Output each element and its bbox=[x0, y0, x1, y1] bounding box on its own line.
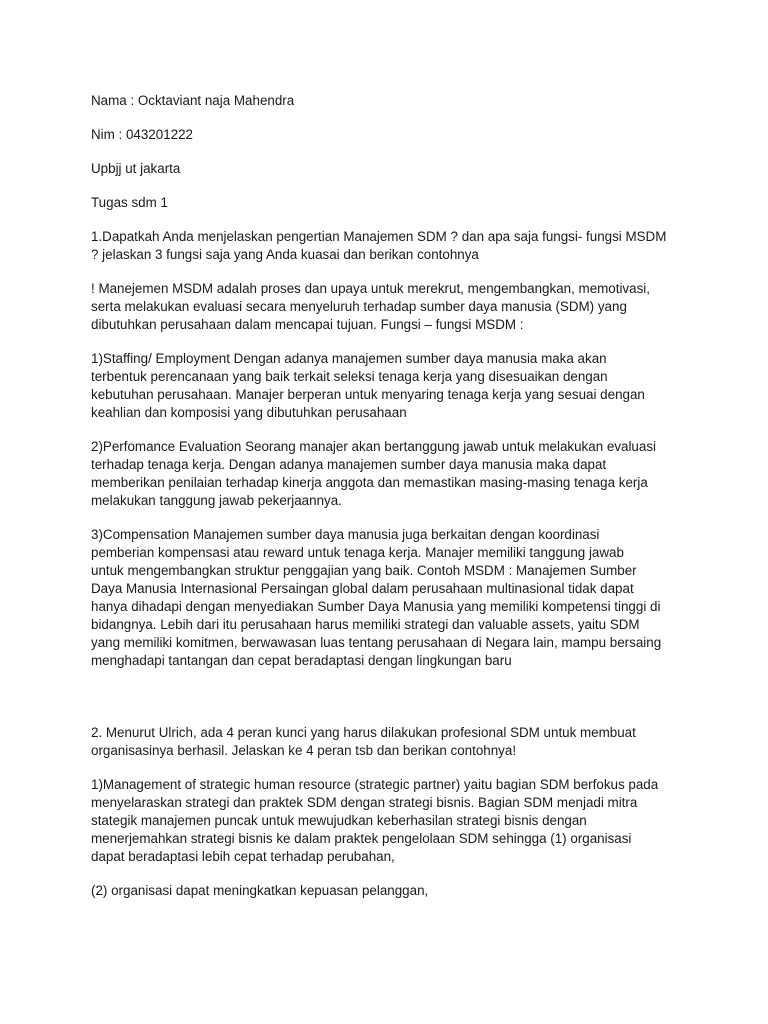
text-line: (2) organisasi dapat meningkatkan kepuasan pelanggan, bbox=[91, 883, 429, 898]
text-line: Upbjj ut jakarta bbox=[91, 161, 181, 176]
question-2 bbox=[91, 724, 708, 760]
text-line: yang memiliki komitmen, berwawasan luas tentang perusahaan di Negara lain, mampu bersaing bbox=[91, 635, 662, 650]
text-line: terhadap tenaga kerja. Dengan adanya manajemen sumber daya manusia maka dapat bbox=[91, 457, 607, 472]
text-line: keahlian dan komposisi yang dibutuhkan perusahaan bbox=[91, 405, 407, 420]
answer-2-point-1-continued bbox=[91, 882, 708, 900]
text-line: dapat beradaptasi lebih cepat terhadap perubahan, bbox=[91, 849, 395, 864]
text-line: 2. Menurut Ulrich, ada 4 peran kunci yang harus dilakukan profesional SDM untuk membuat bbox=[91, 725, 636, 740]
text-line: 2)Perfomance Evaluation Seorang manajer akan bertanggung jawab untuk melakukan evaluasi bbox=[91, 439, 656, 454]
text-line: menghadapi tantangan dan cepat beradaptasi dengan lingkungan baru bbox=[91, 653, 512, 668]
text-line: Daya Manusia Internasional Persaingan global dalam perusahaan multinasional tidak dapat bbox=[91, 581, 634, 596]
text-line: organisasinya berhasil. Jelaskan ke 4 peran tsb dan berikan contohnya! bbox=[91, 743, 517, 758]
section-spacer bbox=[91, 686, 708, 724]
text-line: ? jelaskan 3 fungsi saja yang Anda kuasai dan berikan contohnya bbox=[91, 247, 479, 262]
text-line: Nama : Ocktaviant naja Mahendra bbox=[91, 93, 295, 108]
text-line: menyelaraskan strategi dan praktek SDM dengan strategi bisnis. Bagian SDM menjadi mitra bbox=[91, 795, 638, 810]
assignment-title bbox=[91, 194, 708, 212]
student-name bbox=[91, 92, 708, 110]
text-line: 1)Staffing/ Employment Dengan adanya manajemen sumber daya manusia maka akan bbox=[91, 351, 607, 366]
text-line: menerjemahkan strategi bisnis ke dalam praktek pengelolaan SDM sehingga (1) organisasi bbox=[91, 831, 632, 846]
text-line: terbentuk perencanaan yang baik terkait seleksi tenaga kerja yang disesuaikan dengan bbox=[91, 369, 608, 384]
text-line: pemberian kompensasi atau reward untuk tenaga kerja. Manajer memiliki tanggung jawab bbox=[91, 545, 624, 560]
text-line: 1.Dapatkah Anda menjelaskan pengertian Manajemen SDM ? dan apa saja fungsi- fungsi MSDM bbox=[91, 229, 667, 244]
question-1 bbox=[91, 228, 708, 264]
text-line: 3)Compensation Manajemen sumber daya manusia juga berkaitan dengan koordinasi bbox=[91, 527, 600, 542]
text-line: ! Manejemen MSDM adalah proses dan upaya untuk merekrut, mengembangkan, memotivasi, bbox=[91, 281, 650, 296]
answer-1-point-3 bbox=[91, 526, 708, 670]
student-nim bbox=[91, 126, 708, 144]
student-upbjj bbox=[91, 160, 708, 178]
text-line: melakukan tanggung jawab pekerjaannya. bbox=[91, 493, 342, 508]
answer-2-point-1 bbox=[91, 776, 708, 866]
text-line: kebutuhan perusahaan. Manajer berperan untuk menyaring tenaga kerja yang sesuai dengan bbox=[91, 387, 645, 402]
text-line: 1)Management of strategic human resource (strategic partner) yaitu bagian SDM berfokus pada bbox=[91, 777, 659, 792]
text-line: serta melakukan evaluasi secara menyeluruh terhadap sumber daya manusia (SDM) yang bbox=[91, 299, 627, 314]
text-line: bidangnya. Lebih dari itu perusahaan harus memiliki strategi dan valuable assets, yaitu SDM bbox=[91, 617, 640, 632]
answer-1-point-1 bbox=[91, 350, 708, 422]
answer-1-intro bbox=[91, 280, 708, 334]
text-line: stategik manajemen puncak untuk mewujudkan keberhasilan strategi bisnis dengan bbox=[91, 813, 587, 828]
text-line: hanya dihadapi dengan menyediakan Sumber Daya Manusia yang memiliki kompetensi tinggi di bbox=[91, 599, 661, 614]
text-line: Tugas sdm 1 bbox=[91, 195, 168, 210]
text-line: Nim : 043201222 bbox=[91, 127, 193, 142]
text-line: dibutuhkan perusahaan dalam mencapai tujuan. Fungsi – fungsi MSDM : bbox=[91, 317, 524, 332]
text-line: memberikan penilaian terhadap kinerja anggota dan memastikan masing-masing tenaga kerja bbox=[91, 475, 648, 490]
text-line: untuk mengembangkan struktur penggajian yang baik. Contoh MSDM : Manajemen Sumber bbox=[91, 563, 637, 578]
answer-1-point-2 bbox=[91, 438, 708, 510]
